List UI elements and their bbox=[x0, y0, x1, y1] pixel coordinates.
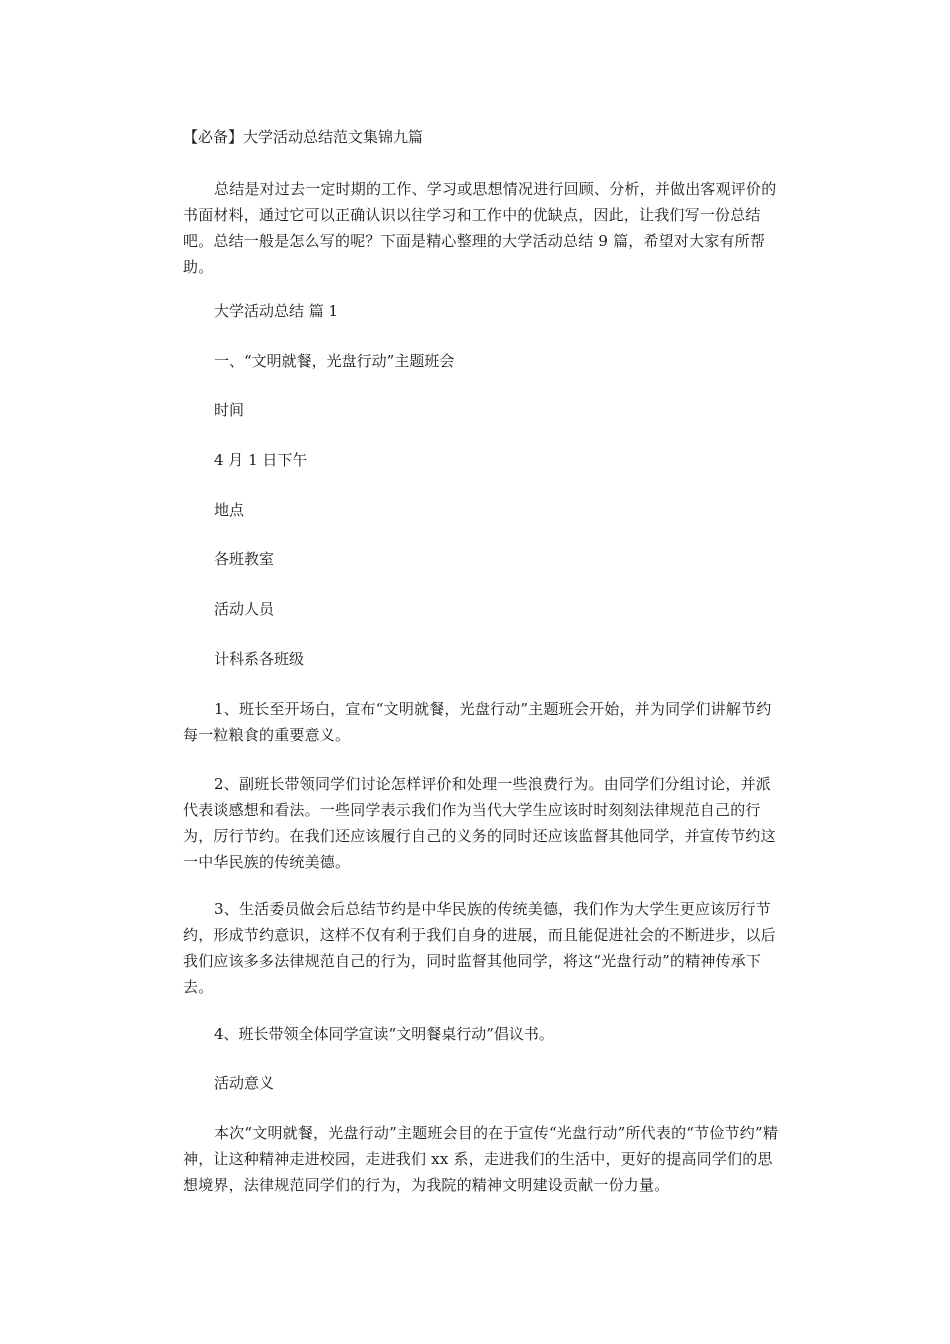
time-value: 4 月 1 日下午 bbox=[214, 451, 308, 469]
people-value: 计科系各班级 bbox=[214, 650, 305, 668]
step-1-paragraph: 1、班长至开场白，宣布“文明就餐，光盘行动”主题班会开始，并为同学们讲解节约每一粒粮食的重要意义。 bbox=[183, 700, 772, 744]
intro-paragraph: 总结是对过去一定时期的工作、学习或思想情况进行回顾、分析，并做出客观评价的书面材料，通过它可以正确认识以往学习和工作中的优缺点，因此，让我们写一份总结吧。总结一般是怎么写的呢？下面是精心整理的大学活动总结 9 篇，希望对大家有所帮助。 bbox=[183, 180, 777, 276]
meaning-label: 活动意义 bbox=[214, 1074, 275, 1092]
meaning-paragraph: 本次“文明就餐，光盘行动”主题班会目的在于宣传“光盘行动”所代表的“节俭节约”精神，让这种精神走进校园，走进我们 xx 系，走进我们的生活中，更好的提高同学们的思想境界，法律规范同学们的行为，为我院的精神文明建设贡献一份力量。 bbox=[183, 1124, 779, 1194]
time-label: 时间 bbox=[214, 401, 245, 419]
section-heading: 大学活动总结 篇 1 bbox=[214, 302, 339, 320]
place-value: 各班教室 bbox=[214, 550, 275, 568]
subheading: 一、“文明就餐，光盘行动”主题班会 bbox=[214, 352, 455, 370]
step-4-paragraph: 4、班长带领全体同学宣读“文明餐桌行动”倡议书。 bbox=[214, 1025, 554, 1043]
document-title: 【必备】大学活动总结范文集锦九篇 bbox=[183, 128, 424, 146]
step-2-paragraph: 2、副班长带领同学们讨论怎样评价和处理一些浪费行为。由同学们分组讨论，并派代表谈感想和看法。一些同学表示我们作为当代大学生应该时时刻刻法律规范自己的行为，厉行节约。在我们还应该履行自己的义务的同时还应该监督其他同学，并宣传节约这一中华民族的传统美德。 bbox=[183, 775, 776, 871]
people-label: 活动人员 bbox=[214, 600, 275, 618]
step-3-paragraph: 3、生活委员做会后总结节约是中华民族的传统美德，我们作为大学生更应该厉行节约，形成节约意识，这样不仅有利于我们自身的进展，而且能促进社会的不断进步，以后我们应该多多法律规范自己的行为，同时监督其他同学，将这“光盘行动”的精神传承下去。 bbox=[183, 900, 776, 996]
place-label: 地点 bbox=[214, 501, 245, 519]
